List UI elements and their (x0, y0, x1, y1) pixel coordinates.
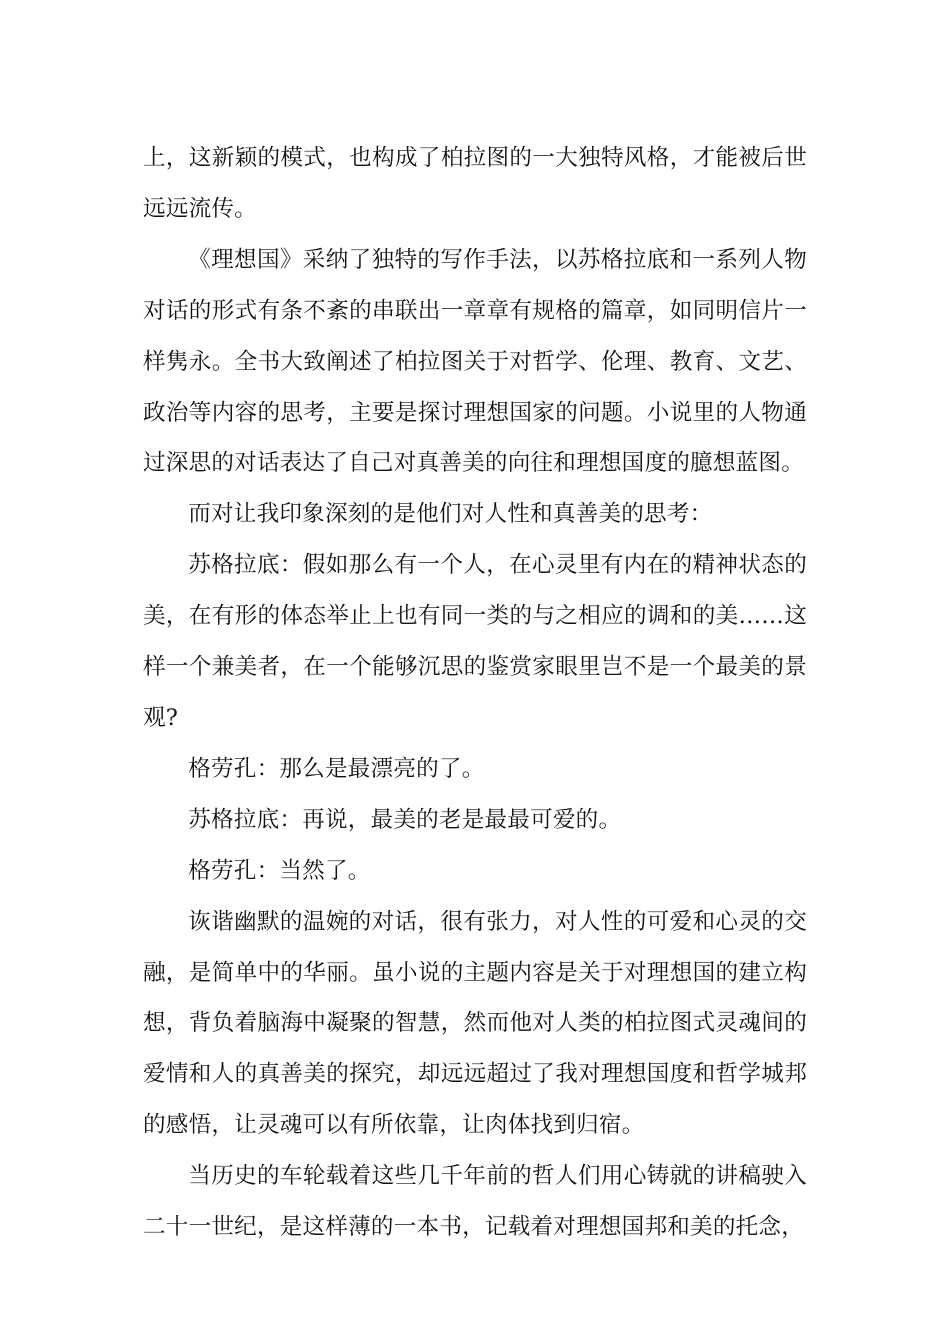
paragraph-1: 上，这新颖的模式，也构成了柏拉图的一大独特风格，才能被后世远远流传。 (143, 145, 807, 222)
paragraph-5: 格劳孔：那么是最漂亮的了。 (188, 755, 485, 782)
paragraph-7: 格劳孔：当然了。 (188, 857, 371, 884)
paragraph-4: 苏格拉底：假如那么有一个人，在心灵里有内在的精神状态的美，在有形的体态举止上也有同一类的与之相应的调和的美……这样一个兼美者，在一个能够沉思的鉴赏家眼里岂不是一个最美的景观? (143, 552, 807, 731)
paragraph-6: 苏格拉底：再说，最美的老是最最可爱的。 (188, 806, 622, 833)
paragraph-2: 《理想国》采纳了独特的写作手法，以苏格拉底和一系列人物对话的形式有条不紊的串联出一章章有规格的篇章，如同明信片一样隽永。全书大致阐述了柏拉图关于对哲学、伦理、教育、文艺、政治等内容的思考，主要是探讨理想国家的问题。小说里的人物通过深思的对话表达了自己对真善美的向往和理想国度的臆想蓝图。 (143, 246, 807, 477)
paragraph-8: 诙谐幽默的温婉的对话，很有张力，对人性的可爱和心灵的交融，是简单中的华丽。虽小说的主题内容是关于对理想国的建立构想，背负着脑海中凝聚的智慧，然而他对人类的柏拉图式灵魂间的爱情和人的真善美的探究，却远远超过了我对理想国度和哲学城邦的感悟，让灵魂可以有所依靠，让肉体找到归宿。 (143, 908, 807, 1139)
paragraph-9: 当历史的车轮载着这些几千年前的哲人们用心铸就的讲稿驶入二十一世纪，是这样薄的一本书，记载着对理想国邦和美的托念， (143, 1163, 807, 1241)
paragraph-3: 而对让我印象深刻的是他们对人性和真善美的思考： (188, 501, 713, 528)
body-text (143, 133, 807, 1253)
